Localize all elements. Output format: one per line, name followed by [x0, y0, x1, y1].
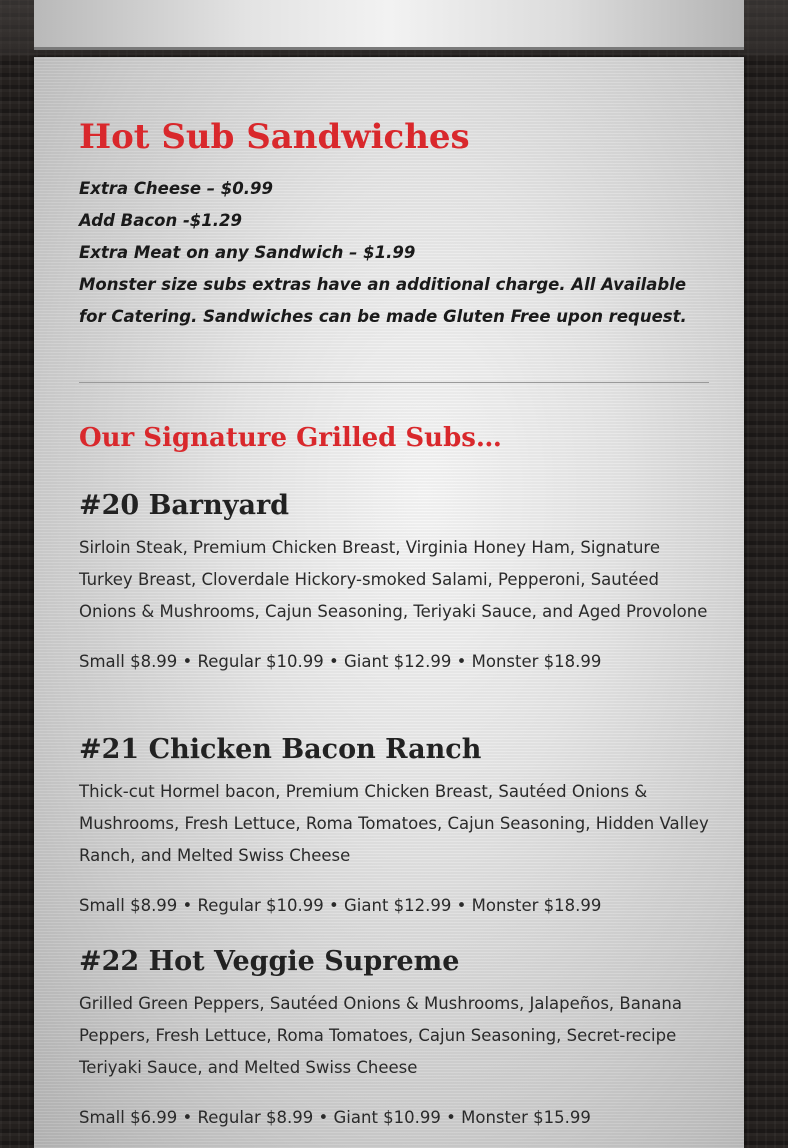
section-divider	[79, 382, 709, 383]
item-prices: Small $8.99 • Regular $10.99 • Giant $12.99 • Monster $18.99	[79, 652, 602, 671]
item-prices: Small $6.99 • Regular $8.99 • Giant $10.99 • Monster $15.99	[79, 1108, 591, 1127]
menu-item	[79, 732, 709, 922]
menu-item	[79, 488, 709, 678]
extras-list	[79, 173, 709, 333]
item-description: Sirloin Steak, Premium Chicken Breast, Virginia Honey Ham, Signature Turkey Breast, Cloverdale Hickory-smoked Salami, Pepperoni, Sautéed Onions & Mushrooms, Cajun Seasoning, Teriyaki Sauce, and Aged Provolone	[79, 538, 708, 621]
item-name: #21 Chicken Bacon Ranch	[79, 734, 482, 765]
menu-panel	[34, 57, 744, 1148]
item-description: Grilled Green Peppers, Sautéed Onions & Mushrooms, Jalapeños, Banana Peppers, Fresh Lettuce, Roma Tomatoes, Cajun Seasoning, Secret-recipe Teriyaki Sauce, and Melted Swiss Cheese	[79, 994, 682, 1077]
add-bacon-note: Add Bacon -$1.29	[79, 211, 242, 230]
item-name: #22 Hot Veggie Supreme	[79, 946, 460, 977]
catering-note: Monster size subs extras have an additional charge. All Available for Catering. Sandwiches can be made Gluten Free upon request.	[79, 275, 687, 326]
item-prices: Small $8.99 • Regular $10.99 • Giant $12.99 • Monster $18.99	[79, 896, 602, 915]
extra-meat-note: Extra Meat on any Sandwich – $1.99	[79, 243, 416, 262]
section-subtitle: Our Signature Grilled Subs…	[79, 423, 502, 453]
extra-cheese-note: Extra Cheese – $0.99	[79, 179, 273, 198]
menu-item	[79, 944, 709, 1134]
top-metal-panel	[34, 0, 744, 50]
item-description: Thick-cut Hormel bacon, Premium Chicken Breast, Sautéed Onions & Mushrooms, Fresh Lettuce, Roma Tomatoes, Cajun Seasoning, Hidden Valley Ranch, and Melted Swiss Cheese	[79, 782, 709, 865]
item-name: #20 Barnyard	[79, 490, 290, 521]
section-title: Hot Sub Sandwiches	[79, 117, 470, 157]
